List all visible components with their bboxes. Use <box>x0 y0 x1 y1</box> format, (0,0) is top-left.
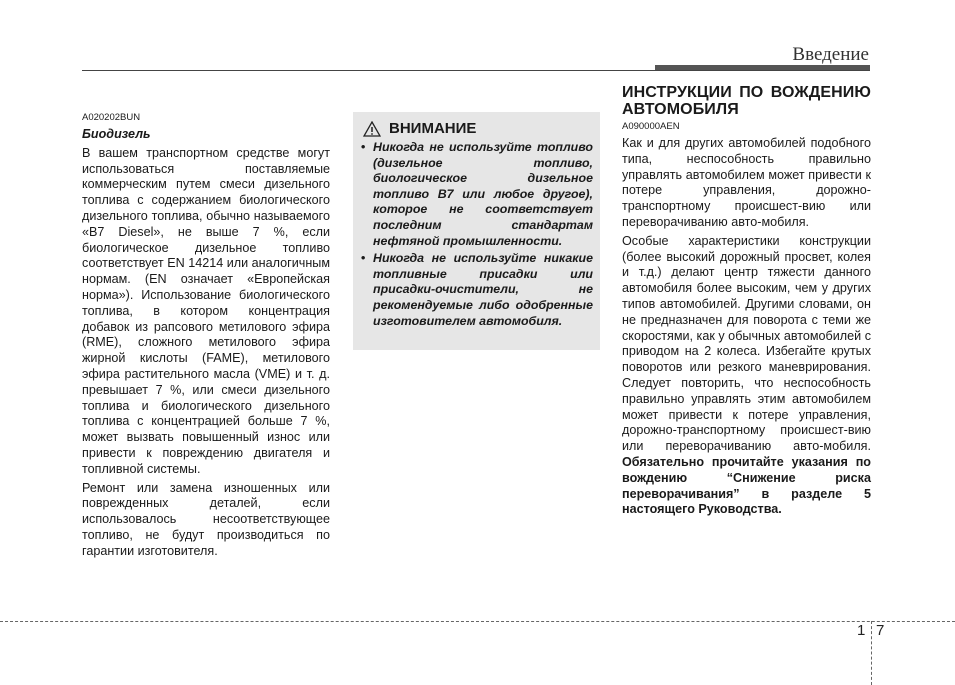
paragraph: Как и для других автомобилей подобного типа, неспособность правильно управлять автомобилем может привести к потере управления, дорожно-транспортному происшест-вию или переворачиванию авто-мобиля. <box>622 136 871 229</box>
warning-title: ВНИМАНИЕ <box>389 120 477 137</box>
page-section-number: 1 <box>857 622 866 639</box>
page-number: 7 <box>876 622 885 639</box>
paragraph-emphasis: Обязательно прочитайте указания по вождению “Снижение риска переворачивания” в разделе 5 настоящего Руководства. <box>622 454 871 517</box>
warning-item: • Никогда не используйте топливо (дизельное топливо, биологическое дизельное топливо B7 или любое другое), которое не соответствует последним стандартам нефтяной промышленности. <box>361 140 593 249</box>
section-code: A090000AEN <box>622 121 680 132</box>
subheading: Биодизель <box>82 127 151 141</box>
warning-item: • Никогда не используйте никакие топливные присадки или присадки-очистители, не рекомендуемые либо одобренные изготовителем автомобиля. <box>361 251 593 329</box>
paragraph <box>622 234 871 518</box>
paragraph: В вашем транспортном средстве могут использоваться поставляемые коммерческим путем смеси дизельного топлива с содержанием биологического дизельного топлива, обычно называемого «B7 Diesel», не выше 7 %, если биологическое дизельное топливо соответствует EN 14214 или аналогичным нормам. (EN означает «Европейская норма»). Использование биологического топлива, в котором концентрация добавок из рапсового метилового эфира (RME), сложного метилового эфира жирной кислоты (FAME), метилового эфира растительного масла (VME) и т. д. превышает 7 %, или смеси дизельного топлива и биологического дизельного топлива с концентрацией больше 7 %, может вызвать повышенный износ или привести к повреждению двигателя и топливной системы. <box>82 145 330 476</box>
warning-triangle-icon <box>363 121 381 137</box>
warning-box <box>353 112 600 350</box>
section-title: ИНСТРУКЦИИ ПО ВОЖДЕНИЮ АВТОМОБИЛЯ <box>622 84 871 118</box>
footer-dashed-line <box>0 621 955 622</box>
left-column <box>82 112 330 563</box>
paragraph-text: Особые характеристики конструкции (более высокий дорожный просвет, колея и т.д.) делают центр тяжести данного автомобиля более высоким, чем у других типов автомобилей. Другими словами, он не предназначен для поворота с теми же скоростями, как у обычных автомобилей с приводом на 2 колеса. Избегайте крутых поворотов или резкого маневрирования. Следует повторить, что неспособность правильно управлять этим автомобилем может привести к потере управления, дорожно-транспортному происшест-вию или переворачиванию авто-мобиля. <box>622 233 871 454</box>
section-header-title: Введение <box>792 44 869 65</box>
header-rule <box>82 70 870 71</box>
warning-list <box>361 140 593 331</box>
footer-dashed-divider <box>871 621 872 685</box>
warning-header <box>363 120 476 137</box>
section-code: A020202BUN <box>82 112 141 123</box>
right-column <box>622 84 871 521</box>
paragraph: Ремонт или замена изношенных или поврежденных деталей, если использовалось несоответствующее топливо, не будут производиться по гарантии изготовителя. <box>82 480 330 558</box>
